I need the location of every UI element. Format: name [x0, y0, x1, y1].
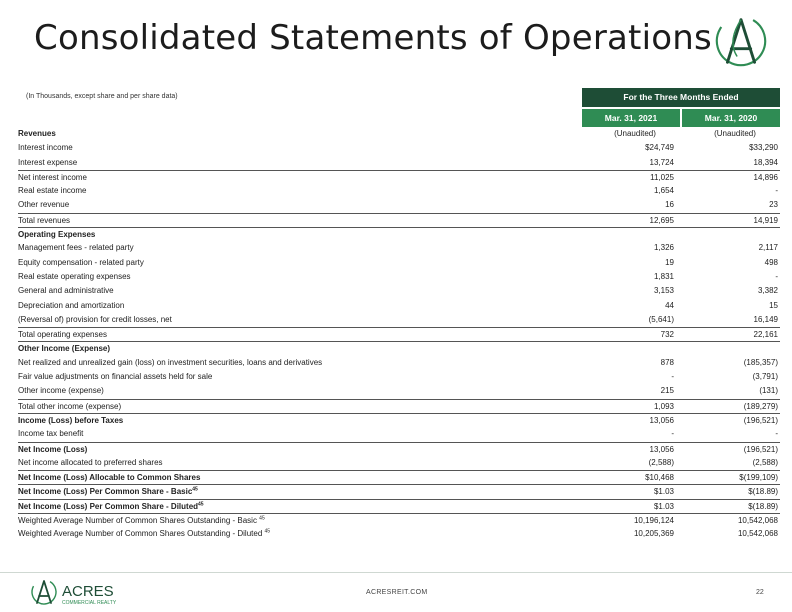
row-label: Fair value adjustments on financial assets held for sale: [18, 372, 213, 382]
value-2021: 1,093: [653, 401, 674, 411]
value-2020: 15: [769, 300, 778, 310]
value-2021: 1,326: [653, 243, 674, 253]
table-row: [18, 227, 780, 241]
value-2020: 16,149: [753, 314, 778, 324]
value-2020: 10,542,068: [737, 529, 778, 539]
value-2021: (2,588): [648, 457, 674, 467]
table-row: [18, 484, 780, 498]
value-2020: (196,521): [743, 415, 778, 425]
row-label: Total revenues: [18, 215, 71, 225]
value-2020: 18,394: [753, 157, 778, 167]
table-row: [18, 256, 780, 270]
footer-url: ACRESREIT.COM: [366, 589, 428, 596]
statement-table: [18, 127, 780, 542]
value-2020: -: [775, 429, 778, 439]
row-label: Other Income (Expense): [18, 344, 111, 354]
table-row: [18, 198, 780, 212]
row-label: Depreciation and amortization: [18, 300, 125, 310]
row-label: Net Income (Loss): [18, 444, 88, 454]
table-row: [18, 356, 780, 370]
value-2020: (2,588): [752, 457, 778, 467]
table-row: [18, 513, 780, 527]
row-label: Other revenue: [18, 200, 70, 210]
row-label: Real estate operating expenses: [18, 271, 131, 281]
table-row: [18, 184, 780, 198]
table-row: [18, 213, 780, 227]
value-2021: 3,153: [653, 286, 674, 296]
table-row: [18, 384, 780, 398]
value-2020: 23: [769, 200, 778, 210]
row-label: Net realized and unrealized gain (loss) on investment securities, loans and derivatives: [18, 357, 323, 367]
value-2021: 878: [660, 357, 674, 367]
value-2020: -: [775, 271, 778, 281]
table-row: [18, 299, 780, 313]
row-label: Revenues: [18, 129, 56, 138]
row-label: Interest income: [18, 143, 73, 153]
row-label: Equity compensation - related party: [18, 257, 144, 267]
page-title: Consolidated Statements of Operations: [34, 18, 712, 58]
units-note: (In Thousands, except share and per share data): [26, 93, 178, 100]
value-2020: (131): [759, 386, 778, 396]
value-2021: 12,695: [649, 215, 674, 225]
row-label: Interest expense: [18, 157, 78, 167]
value-2021: (5,641): [648, 314, 674, 324]
value-2020: (185,357): [743, 357, 778, 367]
value-2021: 1,831: [653, 271, 674, 281]
value-2020: $(18.89): [748, 501, 778, 511]
value-2021: 13,056: [649, 444, 674, 454]
value-2020: $(18.89): [748, 487, 778, 497]
value-2021: 10,196,124: [633, 516, 674, 526]
value-2020: (3,791): [752, 372, 778, 382]
table-row: [18, 442, 780, 456]
value-2021: $1.03: [653, 487, 674, 497]
value-2021: 13,056: [649, 415, 674, 425]
footnote-ref: 45: [264, 528, 271, 535]
value-2020: 498: [764, 257, 778, 267]
value-2020: 22,161: [753, 330, 778, 340]
row-label: Net income allocated to preferred shares: [18, 457, 163, 467]
footer-divider: [0, 572, 792, 573]
table-row: [18, 156, 780, 170]
table-row: [18, 427, 780, 441]
row-label: Weighted Average Number of Common Shares Outstanding - Diluted $^{45}$: [18, 528, 271, 539]
table-row: [18, 127, 780, 141]
table-row: [18, 313, 780, 327]
table-row: [18, 499, 780, 513]
value-2020: $33,290: [749, 143, 778, 153]
row-label: Net Income (Loss) Allocable to Common Shares: [18, 473, 201, 483]
table-row: [18, 456, 780, 470]
table-row: [18, 413, 780, 427]
row-label: Total other income (expense): [18, 401, 122, 411]
value-2021: $10,468: [645, 473, 674, 483]
value-2021: 732: [660, 330, 674, 340]
value-2021: -: [671, 429, 674, 439]
value-2020: 14,896: [753, 172, 778, 182]
value-2021: $1.03: [653, 501, 674, 511]
value-2021: 19: [665, 257, 674, 267]
page-number: 22: [756, 589, 764, 596]
footnote-ref: 45: [192, 486, 198, 493]
table-row: [18, 270, 780, 284]
value-2021: 44: [665, 300, 674, 310]
value-2020: (196,521): [743, 444, 778, 454]
acres-logo-icon: [712, 12, 770, 70]
column-header-2021: Mar. 31, 2021: [582, 109, 680, 127]
value-2020: 10,542,068: [737, 516, 778, 526]
row-label: Management fees - related party: [18, 243, 134, 253]
row-label: Weighted Average Number of Common Shares Outstanding - Basic $^{45}$: [18, 515, 265, 526]
value-2020: (Unaudited): [714, 129, 756, 138]
table-row: [18, 241, 780, 255]
table-row: [18, 370, 780, 384]
value-2021: 1,654: [653, 186, 674, 196]
table-row: [18, 399, 780, 413]
footer-logo-tagline: COMMERCIAL REALTY: [62, 600, 117, 606]
value-2021: (Unaudited): [614, 129, 656, 138]
footnote-ref: 45: [259, 515, 265, 522]
value-2020: (189,279): [743, 401, 778, 411]
table-row: [18, 341, 780, 355]
value-2020: $(199,109): [739, 473, 778, 483]
value-2020: 3,382: [757, 286, 778, 296]
table-row: [18, 470, 780, 484]
row-label: Net Income (Loss) Per Common Share - Diluted$^{45}$: [18, 501, 204, 511]
table-row: [18, 284, 780, 298]
row-label: Income (Loss) before Taxes: [18, 415, 124, 425]
period-header: For the Three Months Ended: [582, 88, 780, 107]
value-2020: -: [775, 186, 778, 196]
row-label: (Reversal of) provision for credit losses, net: [18, 314, 172, 324]
value-2021: 10,205,369: [633, 529, 674, 539]
row-label: Real estate income: [18, 186, 87, 196]
value-2021: 11,025: [650, 172, 674, 182]
footer-logo-name: ACRES: [62, 583, 114, 600]
value-2021: 215: [660, 386, 674, 396]
row-label: Income tax benefit: [18, 429, 84, 439]
column-header-2020: Mar. 31, 2020: [682, 109, 780, 127]
value-2021: 13,724: [649, 157, 674, 167]
table-row: [18, 141, 780, 155]
value-2020: 14,919: [753, 215, 778, 225]
footnote-ref: 45: [198, 501, 204, 508]
value-2021: $24,749: [645, 143, 674, 153]
row-label: Total operating expenses: [18, 330, 107, 340]
row-label: Net interest income: [18, 172, 87, 182]
footer-logo: [30, 576, 130, 608]
value-2021: -: [671, 372, 674, 382]
table-row: [18, 327, 780, 341]
value-2020: 2,117: [758, 243, 778, 253]
table-row: [18, 170, 780, 184]
row-label: Operating Expenses: [18, 230, 96, 240]
value-2021: 16: [665, 200, 674, 210]
row-label: General and administrative: [18, 286, 114, 296]
table-row: [18, 527, 780, 541]
row-label: Net Income (Loss) Per Common Share - Basic$^{45}$: [18, 486, 198, 497]
row-label: Other income (expense): [18, 386, 104, 396]
